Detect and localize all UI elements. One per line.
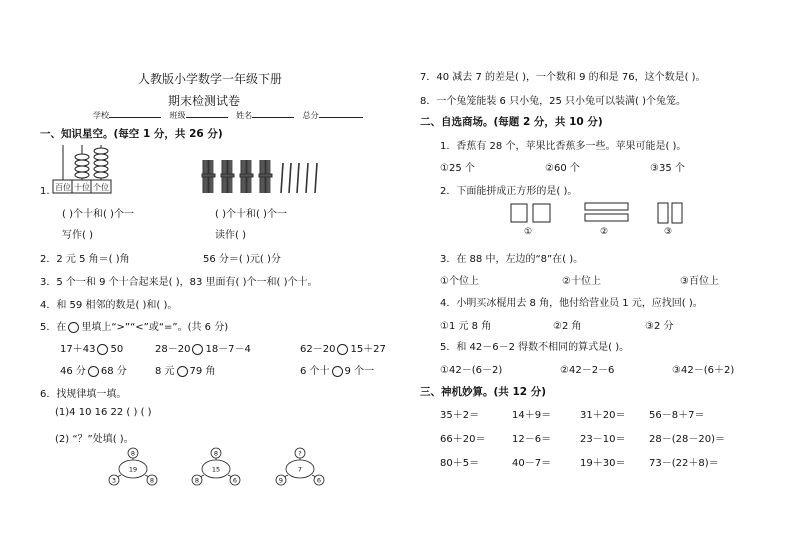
tree-1-right: 8 bbox=[149, 476, 155, 485]
class-label: 班级 bbox=[169, 111, 186, 120]
option-1-piece-a bbox=[511, 204, 527, 222]
calc-item: 56－8＋7＝ bbox=[649, 410, 705, 421]
calc-item: 66＋20＝ bbox=[440, 434, 486, 445]
s2-q4-opt-1[interactable]: ①1 元 8 角 bbox=[440, 321, 492, 332]
s2-q3-opt-3[interactable]: ③百位上 bbox=[680, 276, 719, 287]
s2-q4-opt-3[interactable]: ③2 分 bbox=[645, 321, 674, 332]
tree-3-left: 9 bbox=[278, 476, 284, 485]
s2-q5-opt-3[interactable]: ③42－(6＋2) bbox=[672, 365, 735, 376]
section-1-heading: 一、知识星空。(每空 1 分，共 26 分) bbox=[40, 128, 223, 140]
page-title: 人教版小学数学一年级下册 bbox=[138, 72, 283, 86]
q6-text: 6．找规律填一填。 bbox=[40, 389, 127, 400]
s2-q2-text: 2．下面能拼成正方形的是( )。 bbox=[440, 186, 578, 197]
q6-2-text: (2) “？”处填( )。 bbox=[55, 434, 134, 445]
calc-item: 12－6＝ bbox=[512, 434, 552, 445]
tree-1-top: 8 bbox=[130, 449, 136, 458]
s2-q1-text: 1．香蕉有 28 个，苹果比香蕉多一些。苹果可能是( )。 bbox=[440, 141, 687, 152]
tree-1-mid: 19 bbox=[128, 465, 138, 474]
tree-1-left: 3 bbox=[111, 476, 117, 485]
abacus-label-ones: 个位 bbox=[93, 183, 109, 192]
q3-text: 3．5 个一和 9 个十合起来是( )，83 里面有( )个一和( )个十。 bbox=[40, 277, 318, 288]
s2-q2-opt-2[interactable]: ② bbox=[600, 227, 609, 237]
score-label: 总分 bbox=[302, 111, 319, 120]
calc-item: 19＋30＝ bbox=[580, 458, 626, 469]
q2-left: 2．2 元 5 角＝( )角 bbox=[40, 254, 130, 265]
compare-item: 28－20 18－7－4 bbox=[155, 344, 251, 355]
section-3-heading: 三、神机妙算。(共 12 分) bbox=[420, 386, 547, 398]
name-label: 姓名 bbox=[236, 111, 253, 120]
s2-q5-opt-2[interactable]: ②42－2－6 bbox=[560, 365, 615, 376]
s2-q1-opt-3[interactable]: ③35 个 bbox=[650, 163, 685, 174]
q5-suffix: 里填上“>”“<”或“=”。(共 6 分) bbox=[81, 322, 229, 333]
calc-item: 40－7＝ bbox=[512, 458, 552, 469]
tree-2-mid: 15 bbox=[211, 465, 221, 474]
s2-q3-text: 3．在 88 中，左边的“8”在( )。 bbox=[440, 254, 584, 265]
q1-right-blanks: ( )个十和( )个一 bbox=[215, 209, 287, 220]
compare-item: 17＋43 50 bbox=[60, 344, 124, 355]
s2-q3-opt-1[interactable]: ①个位上 bbox=[440, 276, 479, 287]
calc-item: 14＋9＝ bbox=[512, 410, 552, 421]
s2-q4-opt-2[interactable]: ②2 角 bbox=[553, 321, 582, 332]
compare-item: 8 元 79 角 bbox=[155, 366, 216, 377]
s2-q3-opt-2[interactable]: ②十位上 bbox=[562, 276, 601, 287]
s2-q2-opt-3[interactable]: ③ bbox=[664, 227, 673, 237]
tree-3-right: 6 bbox=[316, 476, 322, 485]
tree-2-top: 8 bbox=[213, 449, 219, 458]
compare-item: 6 个十 9 个一 bbox=[300, 366, 375, 377]
q7-text: 7．40 减去 7 的差是( )，一个数和 9 的和是 76，这个数是( )。 bbox=[420, 72, 706, 83]
tree-3-top: ? bbox=[298, 449, 302, 458]
section-2-heading: 二、自选商场。(每题 2 分，共 10 分) bbox=[420, 116, 603, 128]
s2-q1-opt-2[interactable]: ②60 个 bbox=[545, 163, 580, 174]
s2-q5-text: 5．和 42－6－2 得数不相同的算式是( )。 bbox=[440, 342, 630, 353]
q1-write-label: 写作( ) bbox=[62, 230, 93, 241]
calc-item: 28－(28－20)＝ bbox=[649, 434, 725, 445]
calc-row-3 bbox=[440, 454, 719, 469]
tree-2-right: 6 bbox=[232, 476, 238, 485]
s2-q1-opt-1[interactable]: ①25 个 bbox=[440, 163, 475, 174]
q1-number: 1. bbox=[40, 186, 50, 197]
calc-row-2 bbox=[440, 430, 725, 445]
q1-read-label: 读作( ) bbox=[215, 230, 246, 241]
calc-item: 73－(22＋8)＝ bbox=[649, 458, 719, 469]
calc-item: 35＋2＝ bbox=[440, 410, 480, 421]
calc-item: 80＋5＝ bbox=[440, 458, 480, 469]
option-3-piece-b bbox=[672, 203, 682, 223]
calc-item: 23－10＝ bbox=[580, 434, 626, 445]
tree-3-mid: 7 bbox=[297, 465, 303, 474]
tree-2-left: 8 bbox=[194, 476, 200, 485]
q2-right: 56 分＝( )元( )分 bbox=[203, 254, 281, 265]
s2-q4-text: 4．小明买冰棍用去 8 角，他付给营业员 1 元，应找回( )。 bbox=[440, 298, 703, 309]
option-2-piece-b bbox=[585, 214, 628, 221]
option-1-piece-b bbox=[533, 204, 550, 222]
q1-left-blanks: ( )个十和( )个一 bbox=[62, 209, 134, 220]
q5-prefix: 5．在 bbox=[40, 322, 67, 333]
option-3-piece-a bbox=[658, 203, 668, 223]
calc-item: 31＋20＝ bbox=[580, 410, 626, 421]
s2-q5-opt-1[interactable]: ①42－(6－2) bbox=[440, 365, 503, 376]
compare-item: 62－20 15＋27 bbox=[300, 344, 386, 355]
abacus-label-hundreds: 百位 bbox=[55, 183, 71, 192]
compare-item: 46 分 68 分 bbox=[60, 366, 127, 377]
page-subtitle: 期末检测试卷 bbox=[168, 94, 241, 108]
q4-text: 4．和 59 相邻的数是( )和( )。 bbox=[40, 300, 178, 311]
abacus-label-tens: 十位 bbox=[74, 183, 90, 192]
option-2-piece-a bbox=[585, 203, 628, 210]
q8-text: 8．一个兔笼能装 6 只小兔，25 只小兔可以装满( )个兔笼。 bbox=[420, 96, 686, 107]
q6-1-text: (1)4 10 16 22 ( ) ( ) bbox=[55, 407, 152, 418]
school-label: 学校 bbox=[93, 111, 109, 120]
calc-row-1 bbox=[440, 406, 704, 421]
s2-q2-opt-1[interactable]: ① bbox=[524, 227, 533, 237]
